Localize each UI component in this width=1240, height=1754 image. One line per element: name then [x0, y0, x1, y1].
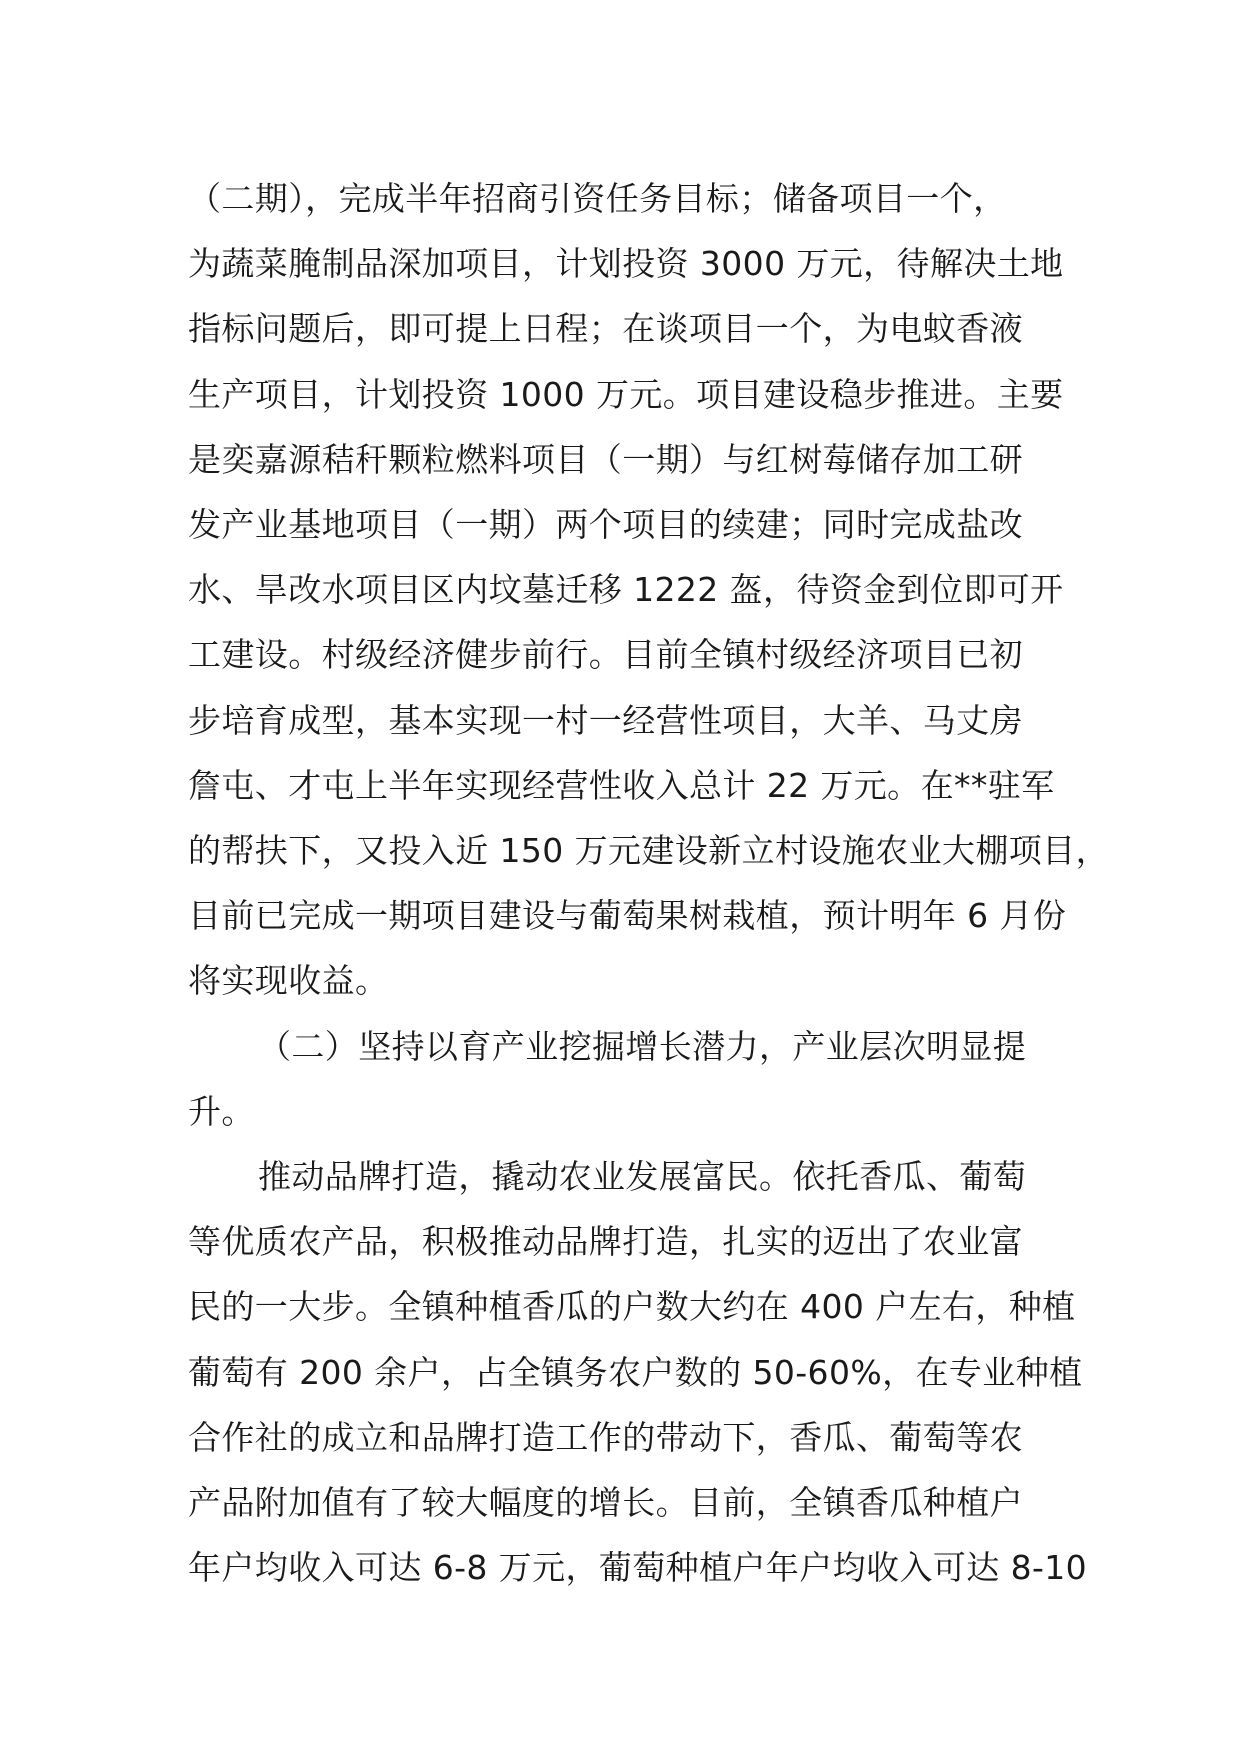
paragraph-3	[188, 1144, 1088, 1600]
text-line: 等优质农产品，积极推动品牌打造，扎实的迈出了农业富	[188, 1222, 1023, 1262]
text-line: 水、旱改水项目区内坟墓迁移 1222 盔，待资金到位即可开	[188, 570, 1064, 610]
text-line: 詹屯、才屯上半年实现经营性收入总计 22 万元。在**驻军	[188, 765, 1055, 805]
text-line: 是奕嘉源秸秆颗粒燃料项目（一期）与红树莓储存加工研	[188, 439, 1023, 479]
text-line: 生产项目，计划投资 1000 万元。项目建设稳步推进。主要	[188, 374, 1064, 414]
text-line: 工建设。村级经济健步前行。目前全镇村级经济项目已初	[188, 635, 1023, 675]
text-line: 产品附加值有了较大幅度的增长。目前，全镇香瓜种植户	[188, 1483, 1023, 1523]
text-line: 将实现收益。	[188, 961, 389, 1001]
text-line: （二）坚持以育产业挖掘增长潜力，产业层次明显提	[258, 1026, 1027, 1066]
text-line: 步培育成型，基本实现一村一经营性项目，大羊、马丈房	[188, 700, 1023, 740]
text-line: 年户均收入可达 6-8 万元，葡萄种植户年户均收入可达 8-10	[188, 1548, 1088, 1588]
paragraph-2-section-heading	[188, 1014, 1068, 1144]
text-line: 推动品牌打造，撬动农业发展富民。依托香瓜、葡萄	[258, 1157, 1027, 1197]
text-line: 指标问题后，即可提上日程；在谈项目一个，为电蚊香液	[188, 309, 1023, 349]
text-line: 葡萄有 200 余户，占全镇务农户数的 50-60%，在专业种植	[188, 1352, 1083, 1392]
text-line: 升。	[188, 1091, 255, 1131]
text-line: 为蔬菜腌制品深加项目，计划投资 3000 万元，待解决土地	[188, 244, 1064, 284]
text-line: 的帮扶下，又投入近 150 万元建设新立村设施农业大棚项目，	[188, 831, 1109, 871]
text-line: 民的一大步。全镇种植香瓜的户数大约在 400 户左右，种植	[188, 1287, 1076, 1327]
text-line: 发产业基地项目（一期）两个项目的续建；同时完成盐改	[188, 505, 1023, 545]
text-line: 合作社的成立和品牌打造工作的带动下，香瓜、葡萄等农	[188, 1417, 1023, 1457]
text-line: （二期），完成半年招商引资任务目标；储备项目一个，	[188, 179, 1007, 218]
text-line: 目前已完成一期项目建设与葡萄果树栽植，预计明年 6 月份	[188, 896, 1067, 936]
document-page	[188, 166, 1109, 1600]
paragraph-1	[188, 166, 1109, 1014]
